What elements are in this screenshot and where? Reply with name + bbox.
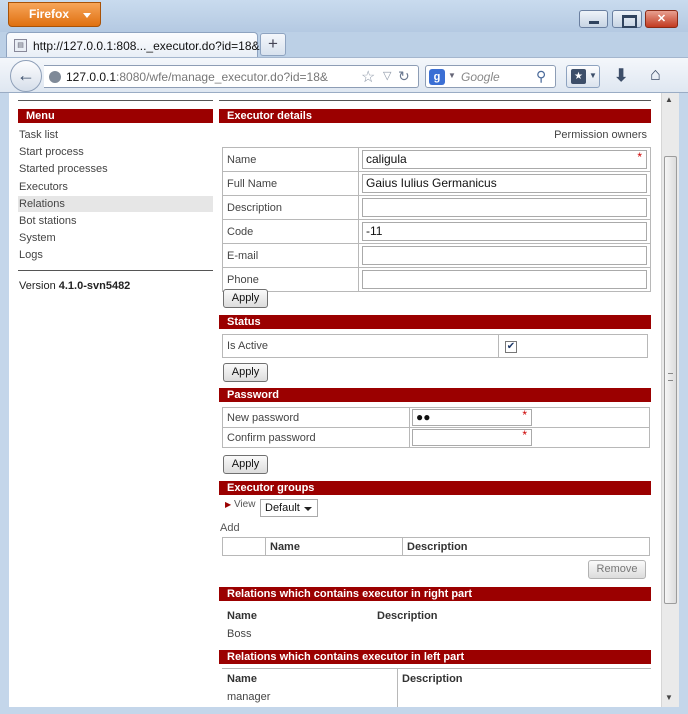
required-mark: * — [522, 428, 527, 442]
page-favicon-icon: ▤ — [14, 39, 27, 52]
relations-right-description-header[interactable]: Description — [377, 610, 438, 622]
relations-right-header: Relations which contains executor in right part — [219, 587, 651, 601]
firefox-menu-button[interactable] — [8, 2, 101, 27]
scroll-down-icon[interactable]: ▼ — [665, 693, 673, 702]
scroll-grip-icon — [668, 373, 673, 381]
downloads-icon[interactable]: ⬇ — [614, 66, 629, 85]
phone-field[interactable] — [362, 270, 647, 289]
home-icon[interactable]: ⌂ — [650, 64, 661, 84]
google-engine-icon[interactable]: g — [429, 69, 445, 85]
remove-button[interactable]: Remove — [588, 560, 646, 579]
menu-bottom-divider — [18, 270, 213, 271]
table-header-row — [223, 538, 650, 556]
form-row-is-active — [223, 335, 648, 358]
executor-details-apply-button[interactable]: Apply — [223, 289, 268, 308]
permission-owners-link[interactable]: Permission owners — [554, 129, 647, 141]
new-password-field[interactable] — [412, 409, 532, 426]
select-column-header — [223, 538, 266, 556]
engine-dropdown-icon[interactable]: ▼ — [448, 71, 456, 80]
back-button[interactable]: ← — [10, 60, 42, 92]
chevron-down-icon — [304, 507, 312, 511]
expand-triangle-icon: ▶ — [225, 500, 232, 509]
password-form — [222, 407, 650, 448]
relations-left-header: Relations which contains executor in left part — [219, 650, 651, 664]
menu-item-relations[interactable]: Relations — [18, 196, 213, 212]
window-frame-right — [679, 93, 688, 714]
close-window-button[interactable] — [645, 10, 678, 28]
reload-icon[interactable]: ↻ — [398, 68, 410, 84]
browser-tab[interactable] — [6, 32, 258, 58]
full-name-field[interactable]: Gaius Iulius Germanicus — [362, 174, 647, 193]
description-column-header[interactable]: Description — [403, 538, 650, 556]
menu-item-executors[interactable]: Executors — [19, 181, 68, 193]
relations-right-name-header[interactable]: Name — [227, 610, 257, 622]
bookmarks-icon: ★ — [571, 69, 586, 84]
confirm-password-label: Confirm password — [223, 428, 410, 448]
search-icon[interactable]: ⚲ — [536, 68, 547, 84]
is-active-label: Is Active — [223, 335, 499, 358]
relations-left-top-border — [222, 668, 651, 669]
menu-header: Menu — [18, 109, 213, 123]
scroll-up-icon[interactable]: ▲ — [665, 95, 673, 104]
executor-groups-header: Executor groups — [219, 481, 651, 495]
url-path: :8080/wfe/manage_executor.do?id=18& — [116, 70, 328, 84]
bookmarks-button[interactable] — [566, 65, 600, 88]
menu-item-logs[interactable]: Logs — [19, 249, 43, 261]
form-row-full-name — [223, 172, 651, 196]
vertical-scrollbar[interactable] — [661, 93, 679, 707]
view-select[interactable] — [260, 499, 318, 517]
url-text[interactable] — [66, 70, 328, 84]
new-tab-button[interactable]: + — [260, 33, 286, 56]
bookmark-star-icon[interactable]: ☆ — [361, 69, 376, 86]
version-label: Version — [19, 280, 59, 292]
name-field[interactable] — [362, 150, 647, 169]
window-frame-bottom — [0, 707, 688, 714]
view-select-value: Default — [265, 502, 300, 514]
confirm-password-field[interactable] — [412, 429, 532, 446]
relations-left-description-header[interactable]: Description — [402, 673, 463, 685]
search-box[interactable] — [425, 65, 556, 88]
minimize-button[interactable] — [579, 10, 608, 28]
navigation-toolbar — [0, 57, 688, 93]
status-form — [222, 334, 648, 358]
maximize-button[interactable] — [612, 10, 642, 28]
status-header: Status — [219, 315, 651, 329]
new-password-value: ●● — [416, 410, 431, 424]
chevron-down-icon — [83, 13, 91, 18]
email-label: E-mail — [223, 244, 359, 268]
firefox-menu-label: Firefox — [29, 7, 70, 21]
name-value: caligula — [366, 152, 407, 166]
menu-item-bot-stations[interactable]: Bot stations — [19, 215, 77, 227]
name-label: Name — [223, 148, 359, 172]
code-label: Code — [223, 220, 359, 244]
view-toggle[interactable] — [225, 499, 255, 510]
address-bar[interactable] — [44, 65, 419, 88]
tab-title: http://127.0.0.1:808..._executor.do?id=18& — [33, 39, 260, 53]
menu-item-system[interactable]: System — [19, 232, 56, 244]
menu-item-task-list[interactable]: Task list — [19, 129, 59, 141]
site-identity-icon[interactable] — [49, 71, 61, 83]
version-value: 4.1.0-svn5482 — [58, 280, 131, 292]
view-label: View — [233, 499, 256, 510]
chevron-down-icon: ▼ — [589, 71, 597, 80]
form-row-email — [223, 244, 651, 268]
relations-right-row-name[interactable]: Boss — [227, 628, 252, 640]
executor-details-header: Executor details — [219, 109, 651, 123]
add-link[interactable]: Add — [220, 522, 240, 534]
description-label: Description — [223, 196, 359, 220]
relations-left-column-divider — [397, 668, 398, 707]
phone-label: Phone — [223, 268, 359, 292]
menu-item-started-processes[interactable]: Started processes — [19, 163, 108, 175]
form-row-new-password — [223, 408, 650, 428]
history-dropdown-icon[interactable]: ▽ — [383, 70, 392, 82]
new-password-label: New password — [223, 408, 410, 428]
form-row-description — [223, 196, 651, 220]
relations-left-name-header[interactable]: Name — [227, 673, 257, 685]
status-apply-button[interactable]: Apply — [223, 363, 268, 382]
password-header: Password — [219, 388, 651, 402]
page-content — [9, 93, 661, 707]
code-field[interactable]: -11 — [362, 222, 647, 241]
email-field[interactable] — [362, 246, 647, 265]
scrollbar-thumb[interactable] — [664, 156, 677, 604]
content-top-divider — [219, 100, 651, 101]
executor-details-form — [222, 147, 651, 292]
url-host: 127.0.0.1 — [66, 70, 117, 84]
menu-item-start-process[interactable]: Start process — [19, 146, 84, 158]
form-row-code — [223, 220, 651, 244]
required-mark: * — [522, 408, 527, 422]
full-name-label: Full Name — [223, 172, 359, 196]
menu-top-divider — [18, 100, 213, 101]
is-active-checkbox[interactable]: ✔ — [506, 340, 516, 352]
window-frame-left — [0, 93, 9, 714]
required-mark: * — [637, 150, 642, 164]
search-input[interactable]: Google — [461, 70, 500, 84]
form-row-phone — [223, 268, 651, 292]
executor-groups-table — [222, 537, 650, 556]
password-apply-button[interactable]: Apply — [223, 455, 268, 474]
form-row-name — [223, 148, 651, 172]
name-column-header[interactable]: Name — [266, 538, 403, 556]
version-info — [19, 280, 130, 292]
relations-left-row-name[interactable]: manager — [227, 691, 271, 703]
description-field[interactable] — [362, 198, 647, 217]
form-row-confirm-password — [223, 428, 650, 448]
